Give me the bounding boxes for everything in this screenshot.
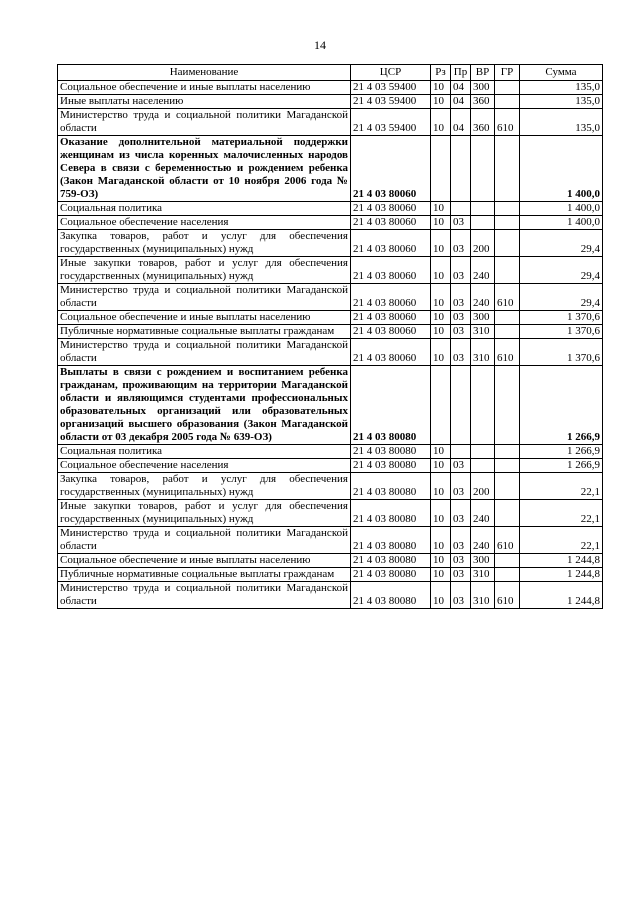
cell-csr: 21 4 03 80080 [351,527,431,554]
table-row [58,230,603,257]
table-row [58,339,603,366]
table-row [58,473,603,500]
cell-rz: 10 [431,445,451,459]
cell-gr [495,202,520,216]
header-name: Наименование [58,65,351,81]
cell-rz: 10 [431,527,451,554]
cell-csr: 21 4 03 80060 [351,136,431,202]
table-row [58,527,603,554]
cell-sum: 1 400,0 [520,216,603,230]
cell-gr [495,136,520,202]
cell-csr: 21 4 03 80080 [351,500,431,527]
table-row [58,284,603,311]
cell-pr: 03 [451,230,471,257]
cell-vr [471,216,495,230]
cell-csr: 21 4 03 80060 [351,216,431,230]
cell-sum: 135,0 [520,109,603,136]
cell-vr [471,202,495,216]
cell-pr: 03 [451,216,471,230]
cell-vr: 310 [471,568,495,582]
cell-vr: 200 [471,473,495,500]
cell-vr: 300 [471,554,495,568]
cell-csr: 21 4 03 80060 [351,284,431,311]
table-row [58,582,603,609]
cell-csr: 21 4 03 59400 [351,109,431,136]
cell-gr: 610 [495,527,520,554]
cell-name: Публичные нормативные социальные выплаты гражданам [58,325,351,339]
page-number: 14 [314,38,326,52]
header-vr: ВР [471,65,495,81]
cell-vr: 240 [471,500,495,527]
cell-gr [495,230,520,257]
cell-sum: 1 400,0 [520,202,603,216]
cell-vr [471,136,495,202]
cell-csr: 21 4 03 80060 [351,257,431,284]
cell-sum: 22,1 [520,473,603,500]
cell-csr: 21 4 03 80060 [351,311,431,325]
cell-name: Министерство труда и социальной политики Магаданской области [58,339,351,366]
cell-pr: 03 [451,473,471,500]
cell-name: Иные выплаты населению [58,95,351,109]
cell-gr [495,459,520,473]
cell-gr [495,325,520,339]
cell-rz: 10 [431,230,451,257]
cell-vr: 300 [471,81,495,95]
cell-pr: 03 [451,554,471,568]
cell-gr: 610 [495,582,520,609]
cell-name: Закупка товаров, работ и услуг для обеспечения государственных (муниципальных) нужд [58,230,351,257]
cell-sum: 29,4 [520,284,603,311]
table-row [58,459,603,473]
cell-gr: 610 [495,109,520,136]
cell-pr: 03 [451,325,471,339]
cell-name: Социальное обеспечение и иные выплаты населению [58,81,351,95]
cell-gr [495,500,520,527]
table-row [58,202,603,216]
cell-gr [495,257,520,284]
cell-rz: 10 [431,459,451,473]
cell-pr: 04 [451,81,471,95]
cell-vr: 200 [471,230,495,257]
cell-rz: 10 [431,568,451,582]
table-header-row [58,65,603,81]
table-row [58,500,603,527]
table-row [58,95,603,109]
table-row [58,554,603,568]
cell-rz [431,136,451,202]
cell-csr: 21 4 03 80080 [351,554,431,568]
cell-pr: 04 [451,95,471,109]
cell-name: Министерство труда и социальной политики Магаданской области [58,582,351,609]
cell-rz: 10 [431,473,451,500]
cell-pr: 03 [451,568,471,582]
cell-vr: 310 [471,339,495,366]
cell-gr [495,568,520,582]
cell-name: Социальное обеспечение и иные выплаты населению [58,554,351,568]
cell-name: Социальная политика [58,202,351,216]
cell-vr: 310 [471,582,495,609]
table-row [58,136,603,202]
cell-sum: 1 244,8 [520,582,603,609]
cell-pr: 03 [451,527,471,554]
cell-name: Закупка товаров, работ и услуг для обеспечения государственных (муниципальных) нужд [58,473,351,500]
cell-gr: 610 [495,284,520,311]
cell-gr [495,216,520,230]
cell-csr: 21 4 03 80060 [351,230,431,257]
cell-csr: 21 4 03 59400 [351,81,431,95]
cell-vr [471,445,495,459]
cell-vr [471,366,495,445]
header-sum: Сумма [520,65,603,81]
cell-sum: 135,0 [520,95,603,109]
cell-vr: 240 [471,284,495,311]
cell-csr: 21 4 03 80060 [351,325,431,339]
cell-rz: 10 [431,284,451,311]
table-row [58,445,603,459]
cell-sum: 135,0 [520,81,603,95]
cell-csr: 21 4 03 80060 [351,339,431,366]
table-row [58,81,603,95]
cell-vr: 310 [471,325,495,339]
cell-sum: 22,1 [520,527,603,554]
cell-pr [451,136,471,202]
cell-vr: 300 [471,311,495,325]
header-rz: Рз [431,65,451,81]
cell-sum: 1 370,6 [520,311,603,325]
cell-gr: 610 [495,339,520,366]
cell-sum: 1 266,9 [520,366,603,445]
cell-csr: 21 4 03 80060 [351,202,431,216]
cell-gr [495,95,520,109]
cell-rz: 10 [431,554,451,568]
header-pr: Пр [451,65,471,81]
cell-csr: 21 4 03 80080 [351,582,431,609]
cell-sum: 1 244,8 [520,568,603,582]
cell-gr [495,554,520,568]
cell-name: Министерство труда и социальной политики Магаданской области [58,284,351,311]
cell-name: Социальная политика [58,445,351,459]
cell-name: Публичные нормативные социальные выплаты гражданам [58,568,351,582]
table-row [58,311,603,325]
cell-csr: 21 4 03 59400 [351,95,431,109]
table-row [58,109,603,136]
cell-rz [431,366,451,445]
header-csr: ЦСР [351,65,431,81]
cell-sum: 1 370,6 [520,339,603,366]
cell-sum: 1 244,8 [520,554,603,568]
cell-csr: 21 4 03 80080 [351,568,431,582]
header-gr: ГР [495,65,520,81]
cell-rz: 10 [431,311,451,325]
cell-pr [451,445,471,459]
cell-name: Выплаты в связи с рождением и воспитанием ребенка гражданам, проживающим на территории Магаданской области и являющимся студентами профессиональных образовательных организаций или образовательных организаций высшего образования (Закон Магаданской области от 03 декабря 2005 года № 639-ОЗ) [58,366,351,445]
cell-rz: 10 [431,202,451,216]
table-row [58,216,603,230]
cell-name: Министерство труда и социальной политики Магаданской области [58,109,351,136]
cell-name: Иные закупки товаров, работ и услуг для обеспечения государственных (муниципальных) нужд [58,500,351,527]
cell-pr: 03 [451,284,471,311]
cell-sum: 1 370,6 [520,325,603,339]
cell-pr: 04 [451,109,471,136]
cell-pr: 03 [451,500,471,527]
cell-rz: 10 [431,500,451,527]
table-row [58,257,603,284]
cell-gr [495,311,520,325]
cell-vr: 360 [471,95,495,109]
cell-csr: 21 4 03 80080 [351,366,431,445]
cell-csr: 21 4 03 80080 [351,459,431,473]
cell-vr: 240 [471,527,495,554]
cell-name: Социальное обеспечение населения [58,216,351,230]
cell-pr [451,202,471,216]
table-row [58,366,603,445]
budget-table [57,64,603,609]
cell-rz: 10 [431,257,451,284]
cell-rz: 10 [431,95,451,109]
cell-gr [495,366,520,445]
cell-sum: 29,4 [520,230,603,257]
cell-csr: 21 4 03 80080 [351,473,431,500]
cell-sum: 1 400,0 [520,136,603,202]
cell-sum: 1 266,9 [520,459,603,473]
cell-pr: 03 [451,459,471,473]
cell-rz: 10 [431,582,451,609]
cell-csr: 21 4 03 80080 [351,445,431,459]
cell-vr [471,459,495,473]
cell-vr: 360 [471,109,495,136]
cell-name: Социальное обеспечение и иные выплаты населению [58,311,351,325]
cell-name: Социальное обеспечение населения [58,459,351,473]
cell-gr [495,473,520,500]
table-row [58,325,603,339]
cell-pr: 03 [451,311,471,325]
cell-name: Иные закупки товаров, работ и услуг для обеспечения государственных (муниципальных) нужд [58,257,351,284]
cell-gr [495,445,520,459]
cell-name: Министерство труда и социальной политики Магаданской области [58,527,351,554]
cell-gr [495,81,520,95]
cell-pr [451,366,471,445]
cell-rz: 10 [431,339,451,366]
table-row [58,568,603,582]
cell-sum: 22,1 [520,500,603,527]
cell-rz: 10 [431,325,451,339]
cell-pr: 03 [451,582,471,609]
cell-name: Оказание дополнительной материальной поддержки женщинам из числа коренных малочисленных народов Севера в связи с беременностью и рождением ребенка (Закон Магаданской области от 10 ноября 2006 года № 759-ОЗ) [58,136,351,202]
cell-sum: 1 266,9 [520,445,603,459]
cell-vr: 240 [471,257,495,284]
cell-sum: 29,4 [520,257,603,284]
cell-pr: 03 [451,257,471,284]
table-body [58,81,603,609]
cell-pr: 03 [451,339,471,366]
cell-rz: 10 [431,81,451,95]
cell-rz: 10 [431,216,451,230]
cell-rz: 10 [431,109,451,136]
